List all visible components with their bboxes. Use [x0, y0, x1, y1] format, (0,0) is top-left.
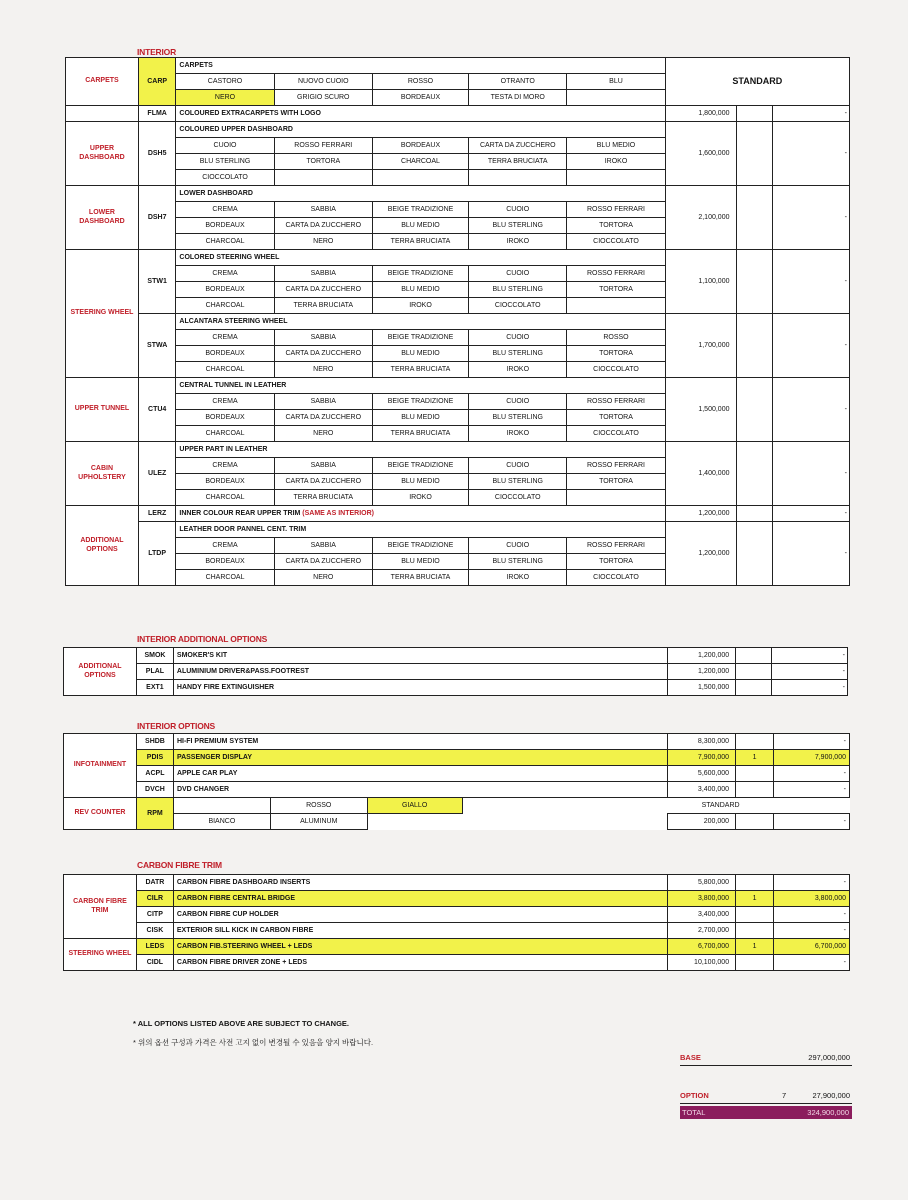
selected-row[interactable]: [64, 750, 850, 766]
selected-row[interactable]: [64, 939, 850, 955]
color-option[interactable]: CHARCOAL: [176, 362, 274, 378]
color-option[interactable]: BEIGE TRADIZIONE: [372, 458, 468, 474]
code-leds: LEDS: [136, 939, 173, 955]
option-value: 27,900,000: [812, 1091, 850, 1100]
total: -: [774, 923, 850, 939]
option-label-stwa: ALCANTARA STEERING WHEEL: [176, 314, 665, 330]
total: -: [774, 814, 850, 830]
color-option[interactable]: CIOCCOLATO: [567, 570, 665, 586]
color-option[interactable]: CIOCCOLATO: [469, 298, 567, 314]
color-option[interactable]: BLU STERLING: [469, 554, 567, 570]
option-label-carpets: CARPETS: [176, 58, 665, 74]
color-option[interactable]: CREMA: [176, 394, 274, 410]
total: -: [772, 522, 849, 586]
color-option[interactable]: CREMA: [176, 266, 274, 282]
option-label: HI-FI PREMIUM SYSTEM: [173, 734, 667, 750]
color-option[interactable]: CREMA: [176, 202, 274, 218]
qty: [736, 782, 774, 798]
code-ext1: EXT1: [136, 680, 173, 696]
qty: [736, 734, 774, 750]
price: 8,300,000: [668, 734, 736, 750]
price: 1,500,000: [668, 680, 736, 696]
color-option[interactable]: NERO: [274, 570, 372, 586]
total: -: [772, 664, 848, 680]
option-label-flma: COLOURED EXTRACARPETS WITH LOGO: [176, 106, 665, 122]
total: -: [772, 506, 849, 522]
code-dsh5: DSH5: [138, 122, 175, 186]
qty: [736, 680, 772, 696]
color-option[interactable]: BORDEAUX: [176, 346, 274, 362]
color-option[interactable]: TERRA BRUCIATA: [274, 490, 372, 506]
qty: [736, 907, 774, 923]
code-citp: CITP: [136, 907, 173, 923]
color-option[interactable]: TESTA DI MORO: [469, 90, 567, 106]
category-upper-tunnel: UPPER TUNNEL: [66, 378, 139, 442]
option-label: SMOKER'S KIT: [173, 648, 667, 664]
option-label-lerz: [176, 506, 665, 522]
category-additional-options: ADDITIONAL OPTIONS: [66, 506, 139, 586]
category-steering-wheel: STEERING WHEEL: [66, 250, 139, 378]
color-option[interactable]: BLU MEDIO: [372, 218, 468, 234]
divider: [680, 1065, 852, 1066]
qty: 1: [736, 750, 774, 766]
option-label: EXTERIOR SILL KICK IN CARBON FIBRE: [173, 923, 667, 939]
total: -: [772, 250, 849, 314]
color-option[interactable]: BEIGE TRADIZIONE: [372, 330, 468, 346]
color-option[interactable]: TORTORA: [274, 154, 372, 170]
color-option[interactable]: CARTA DA ZUCCHERO: [274, 474, 372, 490]
qty: [736, 766, 774, 782]
total: -: [774, 907, 850, 923]
option-count: 7: [782, 1091, 787, 1100]
interior-table: [65, 57, 850, 586]
category-steering-wheel: STEERING WHEEL: [64, 939, 137, 971]
color-option[interactable]: ALUMINUM: [270, 814, 367, 830]
note-english: * ALL OPTIONS LISTED ABOVE ARE SUBJECT TO CHANGE.: [133, 1019, 349, 1028]
base-label: BASE: [680, 1053, 701, 1062]
option-label-dsh7: LOWER DASHBOARD: [176, 186, 665, 202]
color-option[interactable]: ROSSO FERRARI: [567, 266, 665, 282]
code-ltdp: LTDP: [138, 522, 175, 586]
price: 1,800,000: [665, 106, 736, 122]
color-option[interactable]: SABBIA: [274, 394, 372, 410]
category-rev-counter: REV COUNTER: [64, 798, 137, 830]
color-option[interactable]: CARTA DA ZUCCHERO: [274, 282, 372, 298]
total: -: [772, 122, 849, 186]
code-carp: CARP: [138, 58, 175, 106]
option-label-ctu4: CENTRAL TUNNEL IN LEATHER: [176, 378, 665, 394]
interior-title: INTERIOR: [137, 47, 177, 57]
color-option[interactable]: BLU STERLING: [176, 154, 274, 170]
price: 6,700,000: [668, 939, 736, 955]
category-infotainment: INFOTAINMENT: [64, 734, 137, 798]
color-option[interactable]: NERO: [274, 426, 372, 442]
color-option[interactable]: BLU: [567, 74, 665, 90]
color-option[interactable]: ROSSO FERRARI: [274, 138, 372, 154]
color-option[interactable]: BLU MEDIO: [372, 346, 468, 362]
color-option[interactable]: NERO: [274, 234, 372, 250]
color-option[interactable]: CUOIO: [176, 138, 274, 154]
empty-cell: [469, 170, 567, 186]
color-option[interactable]: CIOCCOLATO: [567, 234, 665, 250]
option-label: OPTION: [680, 1091, 709, 1100]
color-option[interactable]: BORDEAUX: [176, 410, 274, 426]
color-option[interactable]: IROKO: [469, 570, 567, 586]
total: -: [772, 680, 848, 696]
option-label: CARBON FIB.STEERING WHEEL + LEDS: [173, 939, 667, 955]
color-option[interactable]: GRIGIO SCURO: [274, 90, 372, 106]
summary-base: [680, 1053, 852, 1062]
empty-cell: [372, 170, 468, 186]
empty-cell: [567, 298, 665, 314]
qty: [736, 814, 774, 830]
qty: [736, 664, 772, 680]
code-plal: PLAL: [136, 664, 173, 680]
total: -: [774, 782, 850, 798]
standard-label: STANDARD: [701, 802, 740, 809]
color-option[interactable]: CREMA: [176, 538, 274, 554]
color-option[interactable]: SABBIA: [274, 538, 372, 554]
price: 1,200,000: [668, 664, 736, 680]
color-option[interactable]: BORDEAUX: [372, 90, 468, 106]
color-option[interactable]: BORDEAUX: [176, 554, 274, 570]
option-label-dsh5: COLOURED UPPER DASHBOARD: [176, 122, 665, 138]
color-option[interactable]: BEIGE TRADIZIONE: [372, 538, 468, 554]
option-label: DVD CHANGER: [173, 782, 667, 798]
color-option[interactable]: ROSSO FERRARI: [567, 458, 665, 474]
code-ulez: ULEZ: [138, 442, 175, 506]
code-cisk: CISK: [136, 923, 173, 939]
total: -: [772, 186, 849, 250]
divider: [680, 1103, 852, 1104]
color-option[interactable]: NUOVO CUOIO: [274, 74, 372, 90]
total: -: [774, 766, 850, 782]
color-option[interactable]: CHARCOAL: [176, 490, 274, 506]
price: 2,100,000: [665, 186, 736, 250]
empty-cell: [274, 170, 372, 186]
category-lower-dashboard: LOWER DASHBOARD: [66, 186, 139, 250]
color-option[interactable]: IROKO: [372, 490, 468, 506]
color-option[interactable]: CUOIO: [469, 458, 567, 474]
qty: [736, 923, 774, 939]
color-option[interactable]: BORDEAUX: [372, 138, 468, 154]
total-label: TOTAL: [682, 1108, 706, 1117]
color-option[interactable]: CARTA DA ZUCCHERO: [274, 554, 372, 570]
option-label: CARBON FIBRE DASHBOARD INSERTS: [173, 875, 667, 891]
color-option[interactable]: CHARCOAL: [176, 298, 274, 314]
color-option[interactable]: CARTA DA ZUCCHERO: [274, 346, 372, 362]
color-option[interactable]: TORTORA: [567, 282, 665, 298]
color-option[interactable]: BLU MEDIO: [372, 410, 468, 426]
interior-options-table: [63, 733, 850, 830]
price: 1,700,000: [665, 314, 736, 378]
total: -: [772, 378, 849, 442]
category-additional-options: ADDITIONAL OPTIONS: [64, 648, 137, 696]
color-option[interactable]: CIOCCOLATO: [567, 362, 665, 378]
code-dvch: DVCH: [136, 782, 173, 798]
color-option[interactable]: IROKO: [469, 234, 567, 250]
qty: [736, 875, 774, 891]
option-label-stw1: COLORED STEERING WHEEL: [176, 250, 665, 266]
color-option[interactable]: CUOIO: [469, 202, 567, 218]
base-value: 297,000,000: [808, 1053, 850, 1062]
color-option[interactable]: SABBIA: [274, 458, 372, 474]
color-option[interactable]: IROKO: [469, 426, 567, 442]
code-cidl: CIDL: [136, 955, 173, 971]
qty: [736, 955, 774, 971]
color-option[interactable]: BLU STERLING: [469, 410, 567, 426]
color-option[interactable]: IROKO: [469, 362, 567, 378]
code-pdis: PDIS: [136, 750, 173, 766]
option-label: CARBON FIBRE CENTRAL BRIDGE: [173, 891, 667, 907]
total: -: [772, 442, 849, 506]
option-label-ulez: UPPER PART IN LEATHER: [176, 442, 665, 458]
interior-additional-table: [63, 647, 848, 696]
color-option[interactable]: ROSSO FERRARI: [567, 538, 665, 554]
total-value: 324,900,000: [807, 1108, 849, 1117]
price: 5,800,000: [668, 875, 736, 891]
color-option[interactable]: TORTORA: [567, 346, 665, 362]
qty: [736, 648, 772, 664]
code-dsh7: DSH7: [138, 186, 175, 250]
color-option[interactable]: IROKO: [372, 298, 468, 314]
color-option[interactable]: BIANCO: [173, 814, 270, 830]
color-option[interactable]: CARTA DA ZUCCHERO: [469, 138, 567, 154]
total: -: [774, 734, 850, 750]
color-option[interactable]: CARTA DA ZUCCHERO: [274, 218, 372, 234]
category-carbon-fibre: CARBON FIBRE TRIM: [64, 875, 137, 939]
color-option[interactable]: CREMA: [176, 458, 274, 474]
carbon-title: CARBON FIBRE TRIM: [137, 860, 222, 870]
category-carpets: CARPETS: [66, 58, 139, 106]
option-label: APPLE CAR PLAY: [173, 766, 667, 782]
price: 5,600,000: [668, 766, 736, 782]
price: 10,100,000: [668, 955, 736, 971]
option-label: CARBON FIBRE DRIVER ZONE + LEDS: [173, 955, 667, 971]
total: 7,900,000: [774, 750, 850, 766]
price: 3,400,000: [668, 907, 736, 923]
price: 1,200,000: [665, 522, 736, 586]
note-korean: * 위의 옵션 구성과 가격은 사전 고지 없이 변경될 수 있음을 양지 바랍니다.: [133, 1038, 374, 1047]
total: -: [774, 955, 850, 971]
color-option-selected[interactable]: NERO: [176, 90, 274, 106]
color-option[interactable]: BEIGE TRADIZIONE: [372, 394, 468, 410]
total: -: [772, 314, 849, 378]
color-option[interactable]: CUOIO: [469, 330, 567, 346]
price: 1,400,000: [665, 442, 736, 506]
code-smok: SMOK: [136, 648, 173, 664]
color-option[interactable]: CREMA: [176, 330, 274, 346]
color-option[interactable]: IROKO: [567, 154, 665, 170]
category-upper-dashboard: UPPER DASHBOARD: [66, 122, 139, 186]
color-option[interactable]: BORDEAUX: [176, 218, 274, 234]
color-option[interactable]: BLU STERLING: [469, 282, 567, 298]
color-option[interactable]: CIOCCOLATO: [567, 426, 665, 442]
color-option[interactable]: TERRA BRUCIATA: [372, 362, 468, 378]
code-ctu4: CTU4: [138, 378, 175, 442]
color-option[interactable]: SABBIA: [274, 202, 372, 218]
carbon-table: [63, 874, 850, 971]
lerz-label: INNER COLOUR REAR UPPER TRIM: [179, 510, 301, 517]
price: 3,400,000: [668, 782, 736, 798]
color-option[interactable]: BLU MEDIO: [372, 474, 468, 490]
color-option[interactable]: TERRA BRUCIATA: [469, 154, 567, 170]
selected-row[interactable]: [64, 891, 850, 907]
color-option-selected[interactable]: GIALLO: [367, 798, 462, 814]
option-label: CARBON FIBRE CUP HOLDER: [173, 907, 667, 923]
color-option[interactable]: TORTORA: [567, 474, 665, 490]
qty: 1: [736, 939, 774, 955]
color-option[interactable]: ROSSO: [567, 330, 665, 346]
color-option[interactable]: BORDEAUX: [176, 474, 274, 490]
code-flma: FLMA: [138, 106, 175, 122]
color-option[interactable]: TERRA BRUCIATA: [274, 298, 372, 314]
color-option[interactable]: TORTORA: [567, 218, 665, 234]
color-option[interactable]: BLU STERLING: [469, 474, 567, 490]
color-option[interactable]: ROSSO FERRARI: [567, 394, 665, 410]
color-option[interactable]: BLU MEDIO: [372, 282, 468, 298]
category-cabin-upholstery: CABIN UPHOLSTERY: [66, 442, 139, 506]
code-stw1: STW1: [138, 250, 175, 314]
summary-option: [680, 1091, 852, 1100]
code-acpl: ACPL: [136, 766, 173, 782]
color-option[interactable]: CIOCCOLATO: [469, 490, 567, 506]
color-option[interactable]: CHARCOAL: [176, 234, 274, 250]
interior-additional-title: INTERIOR ADDITIONAL OPTIONS: [137, 634, 268, 644]
color-option[interactable]: SABBIA: [274, 266, 372, 282]
price: 3,800,000: [668, 891, 736, 907]
code-stwa: STWA: [138, 314, 175, 378]
empty-cell: [567, 490, 665, 506]
option-label: ALUMINIUM DRIVER&PASS.FOOTREST: [173, 664, 667, 680]
color-option[interactable]: OTRANTO: [469, 74, 567, 90]
qty: 1: [736, 891, 774, 907]
color-option[interactable]: CUOIO: [469, 538, 567, 554]
color-option[interactable]: BLU STERLING: [469, 346, 567, 362]
price: 1,200,000: [665, 506, 736, 522]
color-option[interactable]: CHARCOAL: [176, 426, 274, 442]
color-option[interactable]: CARTA DA ZUCCHERO: [274, 410, 372, 426]
lerz-note: (SAME AS INTERIOR): [302, 510, 374, 517]
color-option[interactable]: CUOIO: [469, 394, 567, 410]
interior-options-title: INTERIOR OPTIONS: [137, 721, 216, 731]
color-option[interactable]: ROSSO: [270, 798, 367, 814]
code-shdb: SHDB: [136, 734, 173, 750]
color-option[interactable]: TERRA BRUCIATA: [372, 570, 468, 586]
color-option[interactable]: CASTORO: [176, 74, 274, 90]
total: -: [772, 648, 848, 664]
code-cilr: CILR: [136, 891, 173, 907]
color-option[interactable]: TERRA BRUCIATA: [372, 234, 468, 250]
color-option[interactable]: BLU MEDIO: [567, 138, 665, 154]
total: 3,800,000: [774, 891, 850, 907]
price: 2,700,000: [668, 923, 736, 939]
price: 1,200,000: [668, 648, 736, 664]
color-option[interactable]: TERRA BRUCIATA: [372, 426, 468, 442]
total: -: [774, 875, 850, 891]
summary-total: [680, 1106, 852, 1119]
color-option[interactable]: CHARCOAL: [372, 154, 468, 170]
code-rpm: RPM: [136, 798, 173, 830]
price: 7,900,000: [668, 750, 736, 766]
option-label: PASSENGER DISPLAY: [173, 750, 667, 766]
option-label: HANDY FIRE EXTINGUISHER: [173, 680, 667, 696]
color-option[interactable]: SABBIA: [274, 330, 372, 346]
total: -: [772, 106, 849, 122]
color-option[interactable]: CIOCCOLATO: [176, 170, 274, 186]
code-lerz: LERZ: [138, 506, 175, 522]
color-option[interactable]: BORDEAUX: [176, 282, 274, 298]
price: 200,000: [668, 814, 736, 830]
color-option[interactable]: BLU STERLING: [469, 218, 567, 234]
price: 1,500,000: [665, 378, 736, 442]
standard-label: STANDARD: [665, 58, 849, 106]
option-label-ltdp: LEATHER DOOR PANNEL CENT. TRIM: [176, 522, 665, 538]
color-option[interactable]: CUOIO: [469, 266, 567, 282]
price: 1,100,000: [665, 250, 736, 314]
color-option[interactable]: TORTORA: [567, 554, 665, 570]
total: 6,700,000: [774, 939, 850, 955]
color-option[interactable]: ROSSO: [372, 74, 468, 90]
color-option[interactable]: TORTORA: [567, 410, 665, 426]
color-option[interactable]: BEIGE TRADIZIONE: [372, 266, 468, 282]
code-datr: DATR: [136, 875, 173, 891]
color-option[interactable]: NERO: [274, 362, 372, 378]
price: 1,600,000: [665, 122, 736, 186]
color-option[interactable]: BLU MEDIO: [372, 554, 468, 570]
color-option[interactable]: ROSSO FERRARI: [567, 202, 665, 218]
empty-cell: [567, 170, 665, 186]
color-option[interactable]: BEIGE TRADIZIONE: [372, 202, 468, 218]
color-option[interactable]: CHARCOAL: [176, 570, 274, 586]
